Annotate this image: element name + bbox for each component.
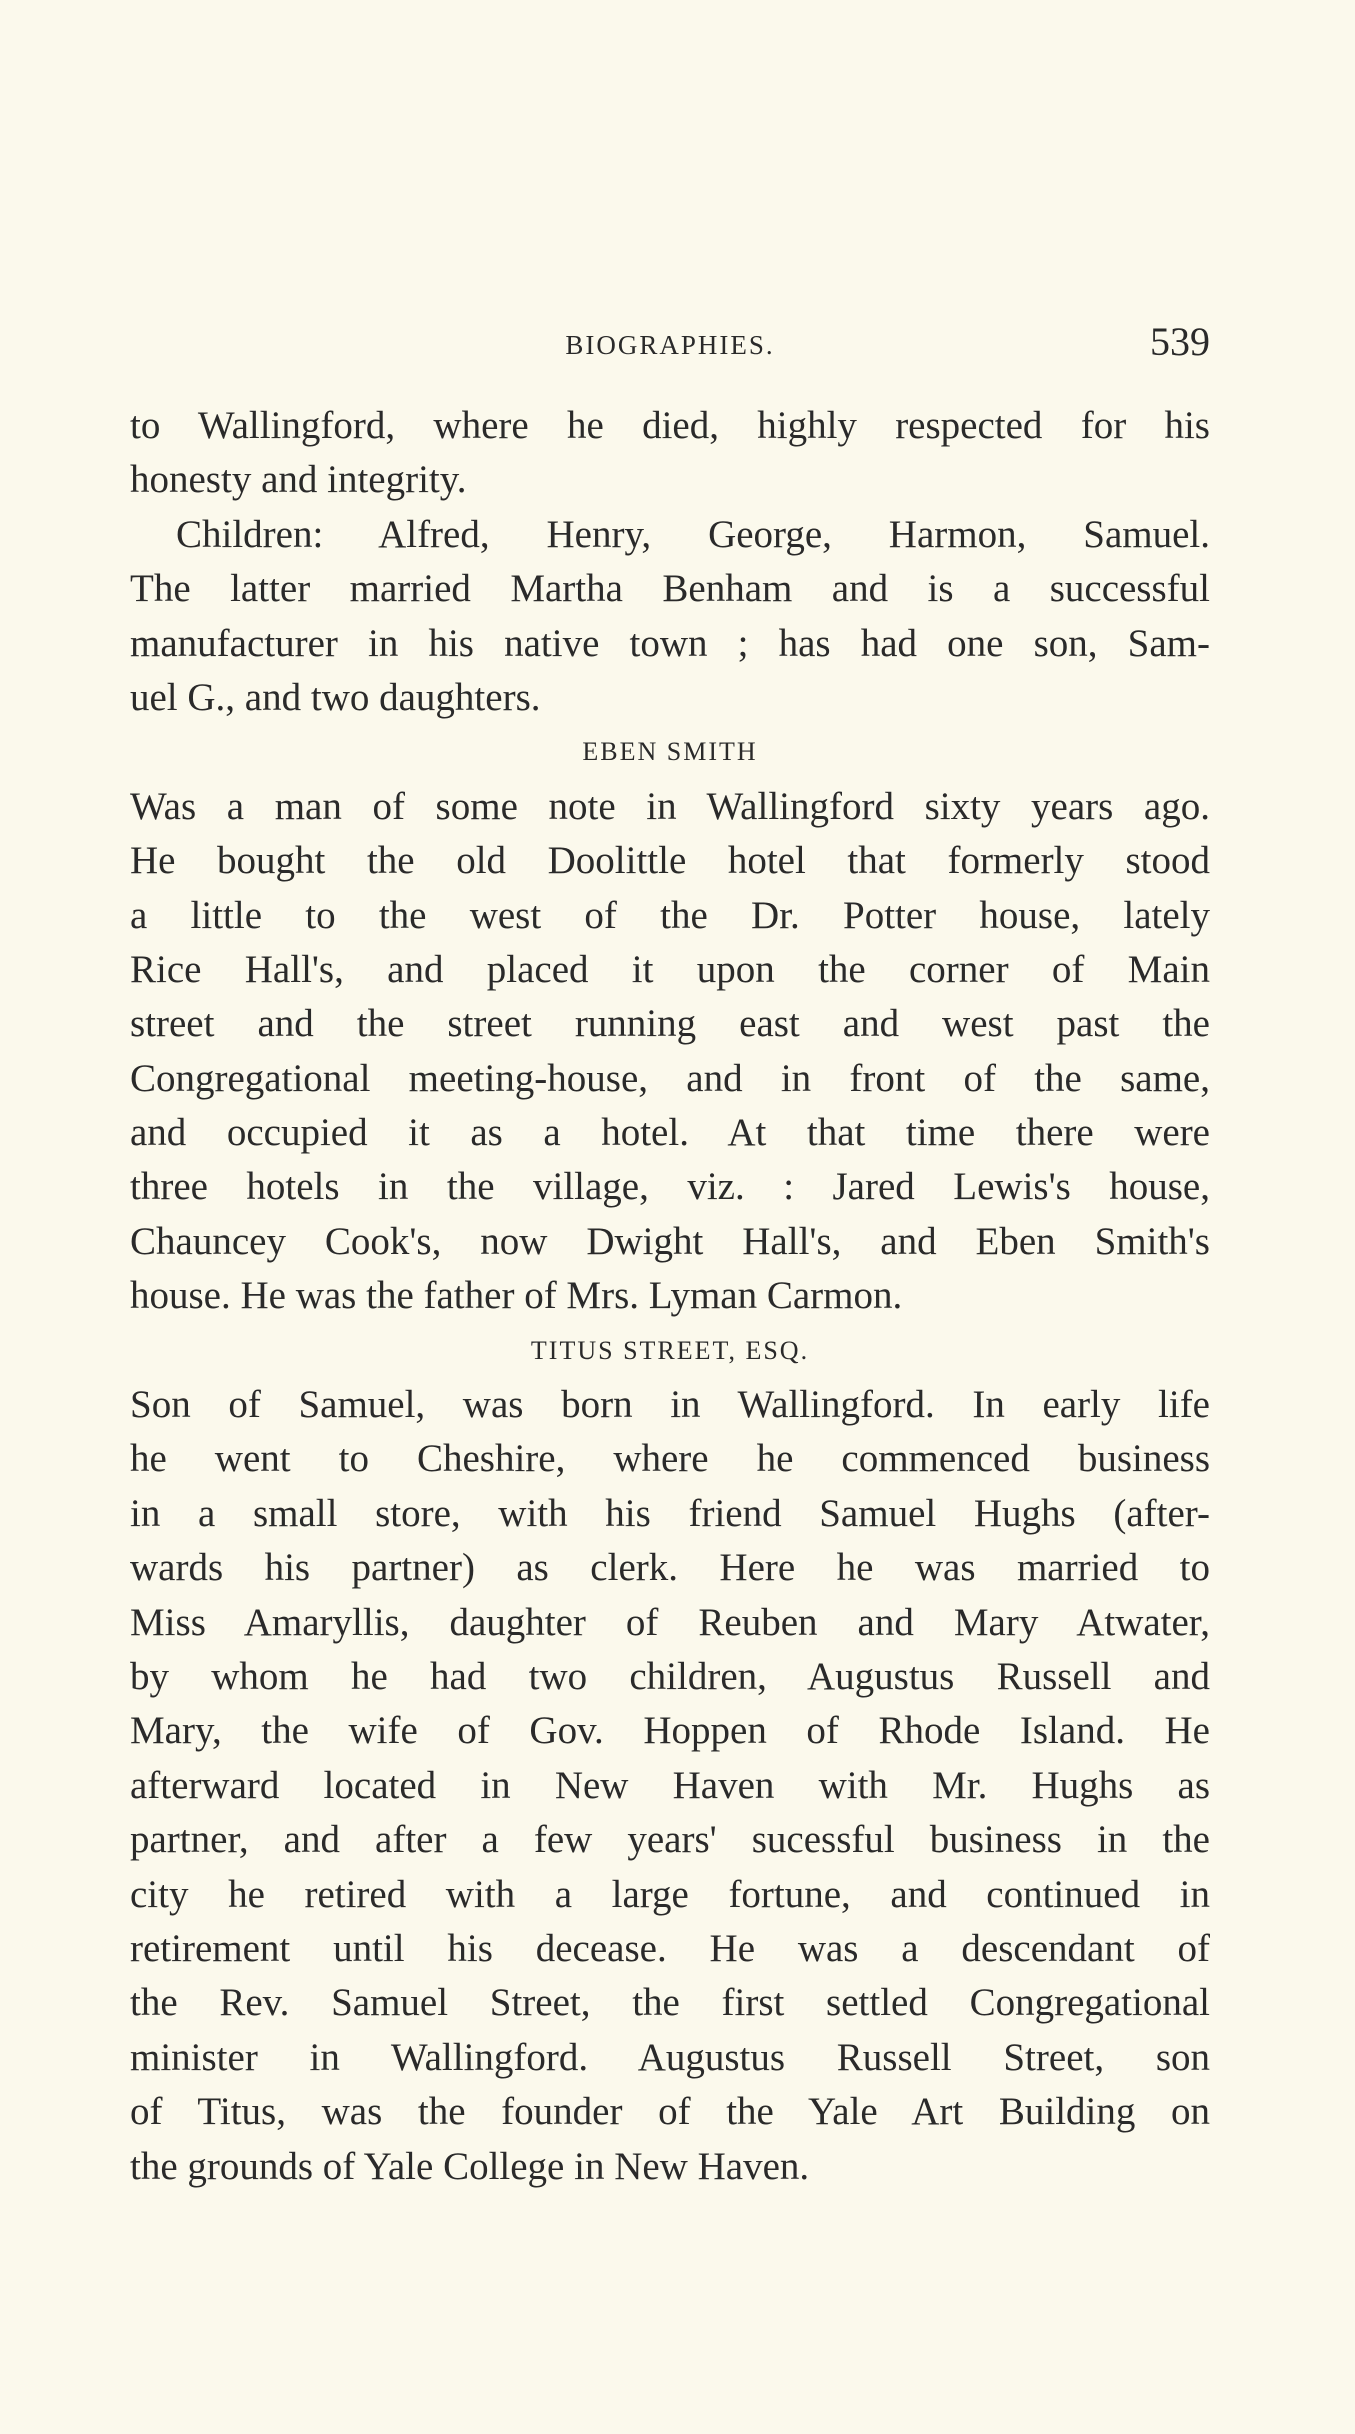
text-line: partner, and after a few years' sucessful business in the xyxy=(130,1818,1210,1862)
text-line: by whom he had two children, Augustus Russell and xyxy=(130,1654,1210,1698)
text-line: retirement until his decease. He was a descendant of xyxy=(130,1926,1210,1970)
page-number: 539 xyxy=(1150,319,1210,364)
text-line: Miss Amaryllis, daughter of Reuben and Mary Atwater, xyxy=(130,1600,1210,1644)
text-line: he went to Cheshire, where he commenced business xyxy=(130,1437,1210,1481)
text-line: a little to the west of the Dr. Potter house, lately xyxy=(130,893,1210,937)
text-line: Mary, the wife of Gov. Hoppen of Rhode Island. He xyxy=(130,1709,1210,1753)
body-text xyxy=(130,399,1210,2194)
text-line: uel G., and two daughters. xyxy=(130,675,541,719)
section-heading: TITUS STREET, ESQ. xyxy=(530,1335,810,1365)
text-line: Chauncey Cook's, now Dwight Hall's, and Eben Smith's xyxy=(130,1219,1210,1263)
text-line: Was a man of some note in Wallingford sixty years ago. xyxy=(130,784,1210,828)
text-line: city he retired with a large fortune, and continued in xyxy=(130,1872,1210,1916)
text-line: three hotels in the village, viz. : Jared Lewis's house, xyxy=(130,1165,1210,1209)
text-line: Congregational meeting-house, and in front of the same, xyxy=(130,1056,1210,1100)
text-line: Children: Alfred, Henry, George, Harmon, Samuel. xyxy=(176,512,1210,556)
text-line: minister in Wallingford. Augustus Russell Street, son xyxy=(130,2035,1210,2079)
section-heading: EBEN SMITH xyxy=(582,737,758,767)
text-line: to Wallingford, where he died, highly respected for his xyxy=(130,404,1210,447)
text-line: in a small store, with his friend Samuel Hughs (after- xyxy=(130,1491,1210,1535)
text-line: Rice Hall's, and placed it upon the corner of Main xyxy=(130,947,1210,991)
text-line: afterward located in New Haven with Mr. Hughs as xyxy=(130,1763,1210,1807)
text-line: of Titus, was the founder of the Yale Art Building on xyxy=(130,2090,1210,2134)
text-line: He bought the old Doolittle hotel that formerly stood xyxy=(130,839,1210,883)
running-head xyxy=(130,318,1210,378)
text-line: The latter married Martha Benham and is a successful xyxy=(130,567,1210,611)
text-line: wards his partner) as clerk. Here he was married to xyxy=(130,1546,1210,1590)
text-line: house. He was the father of Mrs. Lyman Carmon. xyxy=(130,1274,903,1318)
running-title: BIOGRAPHIES. xyxy=(565,330,775,360)
text-line: Son of Samuel, was born in Wallingford. In early life xyxy=(130,1383,1210,1427)
text-line: and occupied it as a hotel. At that time there were xyxy=(130,1111,1210,1155)
text-line: the grounds of Yale College in New Haven. xyxy=(130,2144,810,2188)
text-line: honesty and integrity. xyxy=(130,458,467,502)
text-line: street and the street running east and west past the xyxy=(130,1002,1210,1046)
text-line: manufacturer in his native town ; has had one son, Sam- xyxy=(130,621,1210,665)
text-line: the Rev. Samuel Street, the first settled Congregational xyxy=(130,1981,1210,2025)
